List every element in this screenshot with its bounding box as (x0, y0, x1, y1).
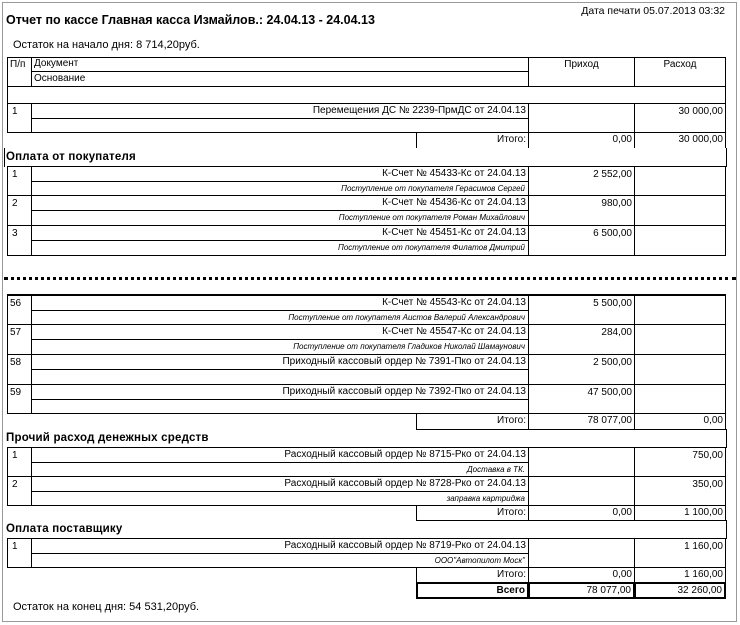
row-basis: Доставка в ТК. (467, 465, 525, 474)
row-num-cell (7, 538, 32, 568)
header-document-label: Документ (34, 58, 79, 69)
row-basis: заправка картриджа (446, 494, 525, 503)
row-income: 47 500,00 (587, 387, 632, 398)
section-title-customer-payment: Оплата от покупателя (6, 151, 136, 163)
total-expense: 30 000,00 (678, 134, 723, 145)
header-income-label: Приход (564, 59, 599, 70)
row-num: 59 (10, 387, 22, 398)
row-num: 2 (12, 198, 18, 209)
row-income: 6 500,00 (593, 228, 632, 239)
row-expense-cell (634, 195, 726, 226)
row-income-cell (528, 103, 635, 133)
row-num: 3 (12, 228, 18, 239)
print-date: Дата печати 05.07.2013 03:32 (581, 5, 725, 17)
group-separator (7, 86, 726, 104)
section-title-supplier-payment: Оплата поставщику (6, 523, 123, 535)
row-document: Расходный кассовый ордер № 8715-Рко от 24.04.13 (284, 449, 526, 460)
row-document: Расходный кассовый ордер № 8719-Рко от 24.04.13 (284, 540, 526, 551)
row-income: 980,00 (601, 198, 632, 209)
row-num-cell (7, 195, 32, 226)
grand-total-expense: 32 260,00 (677, 585, 722, 596)
section-box-right (726, 148, 727, 167)
total-income: 0,00 (612, 507, 632, 518)
row-num-cell (7, 103, 32, 133)
total-label: Итого: (497, 569, 526, 580)
row-document: К-Счет № 45543-Кс от 24.04.13 (382, 297, 526, 308)
row-income-cell (528, 447, 635, 477)
total-expense: 0,00 (703, 415, 723, 426)
row-expense: 350,00 (692, 479, 723, 490)
row-expense-cell (634, 295, 726, 325)
grand-total-income: 78 077,00 (586, 585, 631, 596)
row-expense: 750,00 (692, 450, 723, 461)
row-document: Приходный кассовый ордер № 7391-Пко от 24.04.13 (282, 356, 526, 367)
row-expense: 30 000,00 (678, 106, 723, 117)
total-label: Итого: (497, 134, 526, 145)
row-basis-cell (31, 118, 529, 133)
total-income: 0,00 (612, 134, 632, 145)
section-title-other-expense: Прочий расход денежных средств (6, 432, 209, 444)
row-document: К-Счет № 45547-Кс от 24.04.13 (382, 326, 526, 337)
row-basis: Поступление от покупателя Герасимов Сергей (341, 184, 525, 193)
row-num-cell (7, 166, 32, 196)
row-num: 57 (10, 327, 22, 338)
section-box-right (726, 429, 727, 448)
section-box-right (726, 520, 727, 539)
row-num-cell (7, 476, 32, 506)
row-num: 1 (12, 541, 18, 552)
row-document: Приходный кассовый ордер № 7392-Пко от 24.04.13 (282, 386, 526, 397)
total-expense: 1 100,00 (684, 507, 723, 518)
header-basis-cell (31, 71, 529, 87)
row-num: 1 (12, 106, 18, 117)
total-income: 78 077,00 (587, 415, 632, 426)
row-basis-cell (31, 369, 529, 385)
row-basis: Поступление от покупателя Роман Михайлович (338, 213, 525, 222)
row-document: К-Счет № 45436-Кс от 24.04.13 (382, 197, 526, 208)
row-num: 2 (12, 479, 18, 490)
header-document-cell (31, 57, 529, 72)
row-num: 56 (10, 298, 22, 309)
row-income-cell (528, 476, 635, 506)
closing-balance: Остаток на конец дня: 54 531,20руб. (13, 601, 200, 613)
row-num-cell (7, 447, 32, 477)
row-document: К-Счет № 45451-Кс от 24.04.13 (382, 227, 526, 238)
row-basis-cell (31, 399, 529, 414)
grand-total-label: Всего (496, 585, 525, 596)
total-label: Итого: (497, 507, 526, 518)
header-num-label: П/п (10, 59, 26, 70)
row-expense-cell (634, 384, 726, 414)
row-num-cell (7, 225, 32, 256)
row-income: 284,00 (601, 327, 632, 338)
page-break-separator (4, 277, 736, 280)
row-expense-cell (634, 225, 726, 256)
row-basis: Поступление от покупателя Гладиков Николай Шамаунович (293, 342, 525, 351)
row-num: 1 (12, 169, 18, 180)
header-basis-label: Основание (34, 73, 86, 84)
row-document: К-Счет № 45433-Кс от 24.04.13 (382, 168, 526, 179)
total-expense: 1 160,00 (684, 569, 723, 580)
row-income-cell (528, 538, 635, 568)
opening-balance: Остаток на начало дня: 8 714,20руб. (13, 39, 200, 51)
row-basis: Поступление от покупателя Аистов Валерий Александрович (288, 313, 525, 322)
row-income: 2 500,00 (593, 357, 632, 368)
total-label: Итого: (497, 415, 526, 426)
row-expense-cell (634, 324, 726, 355)
row-num: 58 (10, 357, 22, 368)
row-expense-cell (634, 354, 726, 385)
total-income: 0,00 (612, 569, 632, 580)
row-expense-cell (634, 166, 726, 196)
header-expense-label: Расход (663, 59, 697, 70)
row-income: 2 552,00 (593, 169, 632, 180)
row-document: Перемещения ДС № 2239-ПрмДС от 24.04.13 (312, 105, 526, 116)
row-document: Расходный кассовый ордер № 8728-Рко от 24.04.13 (284, 478, 526, 489)
row-basis: Поступление от покупателя Филатов Дмитрий (338, 243, 525, 252)
row-income: 5 500,00 (593, 298, 632, 309)
row-num: 1 (12, 450, 18, 461)
row-expense: 1 160,00 (684, 541, 723, 552)
row-basis: ООО"Автопилот Моск" (434, 556, 525, 565)
report-title: Отчет по кассе Главная касса Измайлов.: 24.04.13 - 24.04.13 (6, 13, 375, 27)
